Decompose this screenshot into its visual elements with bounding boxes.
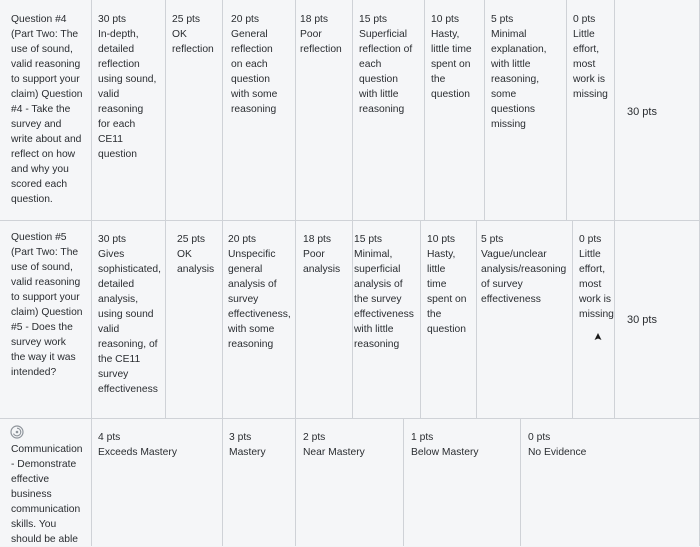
text-line: 10 pts bbox=[431, 14, 460, 25]
text-line: the bbox=[427, 309, 442, 320]
rating-30-pts[interactable] bbox=[98, 12, 164, 162]
text-line: Minimal, bbox=[354, 249, 393, 260]
text-line: 25 pts bbox=[172, 14, 201, 25]
text-line: valid reasoning bbox=[11, 277, 81, 288]
mouse-cursor-icon bbox=[592, 330, 604, 346]
text-line: 5 pts bbox=[481, 234, 504, 245]
rating-no-evidence[interactable] bbox=[528, 430, 614, 460]
text-line: business bbox=[11, 489, 52, 500]
text-line: missing bbox=[573, 89, 608, 100]
row-divider bbox=[0, 418, 700, 419]
text-line: Hasty, bbox=[427, 249, 456, 260]
text-line: use of sound, bbox=[11, 262, 73, 273]
text-line: write about and bbox=[11, 134, 82, 145]
text-line: 15 pts bbox=[359, 14, 388, 25]
text-line: some bbox=[491, 89, 517, 100]
text-line: reflection of bbox=[359, 44, 413, 55]
text-line: (Part Two: The bbox=[11, 29, 79, 40]
text-line: detailed bbox=[98, 279, 135, 290]
row-divider bbox=[0, 220, 700, 221]
text-line: Little bbox=[579, 249, 601, 260]
text-line: question bbox=[427, 324, 466, 335]
text-line: effectiveness, bbox=[228, 309, 291, 320]
text-line: 0 pts bbox=[573, 14, 596, 25]
rating-near-mastery[interactable] bbox=[303, 430, 403, 460]
text-line: Little bbox=[573, 29, 595, 40]
text-line: with little bbox=[359, 89, 399, 100]
text-line: work is bbox=[573, 74, 606, 85]
rating-15-pts[interactable] bbox=[359, 12, 423, 117]
text-line: Minimal bbox=[491, 29, 527, 40]
text-line: little bbox=[427, 264, 446, 275]
text-line: analysis bbox=[177, 264, 215, 275]
text-line: 20 pts bbox=[231, 14, 260, 25]
text-line: spent on bbox=[431, 59, 471, 70]
text-line: Communication bbox=[11, 444, 83, 455]
text-line: the way it was bbox=[11, 352, 76, 363]
text-line: survey work bbox=[11, 337, 66, 348]
rating-mastery[interactable] bbox=[229, 430, 295, 460]
text-line: use of sound, bbox=[11, 44, 73, 55]
rating-25-pts[interactable] bbox=[172, 12, 222, 57]
text-line: reasoning bbox=[354, 339, 400, 350]
criterion-total-points: 30 pts bbox=[627, 106, 657, 118]
column-divider bbox=[476, 220, 477, 418]
text-line: with little bbox=[491, 59, 531, 70]
rating-10-pts[interactable] bbox=[427, 232, 476, 337]
text-line: effectiveness bbox=[481, 294, 541, 305]
text-line: Hasty, bbox=[431, 29, 460, 40]
text-line: survey bbox=[228, 294, 259, 305]
text-line: valid bbox=[98, 324, 120, 335]
text-line: Exceeds Mastery bbox=[98, 447, 177, 458]
text-line: survey and bbox=[11, 119, 62, 130]
text-line: should be able bbox=[11, 534, 78, 545]
text-line: question bbox=[231, 74, 270, 85]
text-line: question bbox=[98, 149, 137, 160]
text-line: for each bbox=[98, 119, 136, 130]
text-line: superficial bbox=[354, 264, 401, 275]
text-line: effort, bbox=[579, 264, 606, 275]
text-line: Vague/unclear bbox=[481, 249, 547, 260]
text-line: General bbox=[231, 29, 268, 40]
rating-0-pts[interactable] bbox=[579, 232, 614, 322]
column-divider bbox=[295, 418, 296, 546]
column-divider bbox=[424, 0, 425, 220]
text-line: of survey bbox=[481, 279, 523, 290]
text-line: the survey bbox=[354, 294, 402, 305]
rating-30-pts[interactable] bbox=[98, 232, 166, 397]
column-divider bbox=[566, 0, 567, 220]
text-line: to support your bbox=[11, 74, 80, 85]
text-line: reflection bbox=[98, 59, 140, 70]
text-line: effectiveness bbox=[98, 384, 158, 395]
text-line: spent on bbox=[427, 294, 467, 305]
text-line: reasoning bbox=[359, 104, 405, 115]
text-line: 3 pts bbox=[229, 432, 252, 443]
text-line: detailed bbox=[98, 44, 135, 55]
text-line: reasoning, bbox=[491, 74, 540, 85]
text-line: reasoning, of bbox=[98, 339, 158, 350]
text-line: analysis of bbox=[228, 279, 277, 290]
text-line: questions bbox=[491, 104, 536, 115]
text-line: effectiveness bbox=[354, 309, 414, 320]
rating-15-pts[interactable] bbox=[354, 232, 420, 352]
column-divider bbox=[520, 418, 521, 546]
rating-20-pts[interactable] bbox=[228, 232, 295, 352]
text-line: each bbox=[359, 59, 382, 70]
text-line: valid bbox=[98, 89, 120, 100]
text-line: reasoning bbox=[231, 104, 277, 115]
text-line: - Demonstrate bbox=[11, 459, 77, 470]
text-line: 30 pts bbox=[98, 14, 127, 25]
column-divider bbox=[352, 0, 353, 418]
text-line: 2 pts bbox=[303, 432, 326, 443]
text-line: 20 pts bbox=[228, 234, 257, 245]
rating-18-pts[interactable] bbox=[300, 12, 352, 57]
rating-exceeds-mastery[interactable] bbox=[98, 430, 220, 460]
criterion-total-points: 30 pts bbox=[627, 314, 657, 326]
text-line: (Part Two: The bbox=[11, 247, 79, 258]
text-line: with little bbox=[354, 324, 394, 335]
text-line: Mastery bbox=[229, 447, 266, 458]
column-divider bbox=[295, 0, 296, 418]
text-line: using sound, bbox=[98, 74, 157, 85]
text-line: question. bbox=[11, 194, 53, 205]
text-line: effort, bbox=[573, 44, 600, 55]
criterion-question-4 bbox=[11, 12, 91, 207]
text-line: Superficial bbox=[359, 29, 408, 40]
column-divider bbox=[484, 0, 485, 220]
text-line: most bbox=[573, 59, 596, 70]
text-line: missing bbox=[491, 119, 526, 130]
rating-below-mastery[interactable] bbox=[411, 430, 519, 460]
text-line: sophisticated, bbox=[98, 264, 161, 275]
text-line: Question #4 bbox=[11, 14, 67, 25]
text-line: 5 pts bbox=[491, 14, 514, 25]
text-line: to support your bbox=[11, 292, 80, 303]
text-line: 4 pts bbox=[98, 432, 121, 443]
text-line: analysis bbox=[303, 264, 341, 275]
text-line: scored each bbox=[11, 179, 68, 190]
text-line: In-depth, bbox=[98, 29, 139, 40]
text-line: Poor bbox=[300, 29, 322, 40]
rubric-settings-icon[interactable] bbox=[10, 425, 24, 439]
criterion-communication bbox=[11, 442, 93, 547]
rating-10-pts[interactable] bbox=[431, 12, 484, 102]
text-line: analysis, bbox=[98, 294, 139, 305]
text-line: explanation, bbox=[491, 44, 547, 55]
text-line: 18 pts bbox=[300, 14, 329, 25]
text-line: time bbox=[427, 279, 447, 290]
text-line: Poor bbox=[303, 249, 325, 260]
text-line: the bbox=[431, 74, 446, 85]
text-line: using sound bbox=[98, 309, 154, 320]
text-line: intended? bbox=[11, 367, 57, 378]
text-line: 0 pts bbox=[579, 234, 602, 245]
text-line: analysis/reasoning bbox=[481, 264, 567, 275]
column-divider bbox=[222, 0, 223, 418]
rating-18-pts[interactable] bbox=[303, 232, 352, 277]
text-line: 0 pts bbox=[528, 432, 551, 443]
column-divider bbox=[614, 0, 615, 418]
text-line: reasoning bbox=[98, 104, 144, 115]
text-line: 1 pts bbox=[411, 432, 434, 443]
text-line: survey bbox=[98, 369, 129, 380]
text-line: #4 - Take the bbox=[11, 104, 71, 115]
rating-20-pts[interactable] bbox=[231, 12, 295, 117]
text-line: CE11 bbox=[98, 134, 123, 145]
text-line: claim) Question bbox=[11, 307, 83, 318]
text-line: 15 pts bbox=[354, 234, 383, 245]
column-divider bbox=[222, 418, 223, 546]
text-line: missing bbox=[579, 309, 614, 320]
text-line: the CE11 bbox=[98, 354, 141, 365]
text-line: general bbox=[228, 264, 263, 275]
column-divider bbox=[572, 220, 573, 418]
criterion-question-5 bbox=[11, 230, 91, 380]
text-line: most bbox=[579, 279, 602, 290]
text-line: OK bbox=[172, 29, 187, 40]
text-line: question bbox=[431, 89, 470, 100]
text-line: #5 - Does the bbox=[11, 322, 73, 333]
text-line: skills. You bbox=[11, 519, 57, 530]
text-line: on each bbox=[231, 59, 268, 70]
text-line: effective bbox=[11, 474, 50, 485]
text-line: Gives bbox=[98, 249, 125, 260]
text-line: claim) Question bbox=[11, 89, 83, 100]
column-divider bbox=[403, 418, 404, 546]
column-divider bbox=[420, 220, 421, 418]
text-line: valid reasoning bbox=[11, 59, 81, 70]
rating-0-pts[interactable] bbox=[573, 12, 614, 102]
text-line: and why you bbox=[11, 164, 69, 175]
text-line: OK bbox=[177, 249, 192, 260]
text-line: 10 pts bbox=[427, 234, 456, 245]
text-line: Question #5 bbox=[11, 232, 67, 243]
text-line: question bbox=[359, 74, 398, 85]
text-line: reflection bbox=[300, 44, 342, 55]
text-line: 25 pts bbox=[177, 234, 206, 245]
text-line: reflection bbox=[231, 44, 273, 55]
text-line: No Evidence bbox=[528, 447, 587, 458]
text-line: analysis of bbox=[354, 279, 403, 290]
text-line: with some bbox=[231, 89, 278, 100]
text-line: reflection bbox=[172, 44, 214, 55]
text-line: 18 pts bbox=[303, 234, 332, 245]
rating-25-pts[interactable] bbox=[177, 232, 222, 277]
text-line: Near Mastery bbox=[303, 447, 365, 458]
text-line: reasoning bbox=[228, 339, 274, 350]
text-line: communication bbox=[11, 504, 81, 515]
text-line: little time bbox=[431, 44, 472, 55]
text-line: 30 pts bbox=[98, 234, 127, 245]
text-line: Unspecific bbox=[228, 249, 276, 260]
text-line: with some bbox=[228, 324, 275, 335]
text-line: reflect on how bbox=[11, 149, 76, 160]
rating-5-pts[interactable] bbox=[481, 232, 571, 307]
text-line: work is bbox=[579, 294, 612, 305]
text-line: Below Mastery bbox=[411, 447, 479, 458]
rating-5-pts[interactable] bbox=[491, 12, 566, 132]
